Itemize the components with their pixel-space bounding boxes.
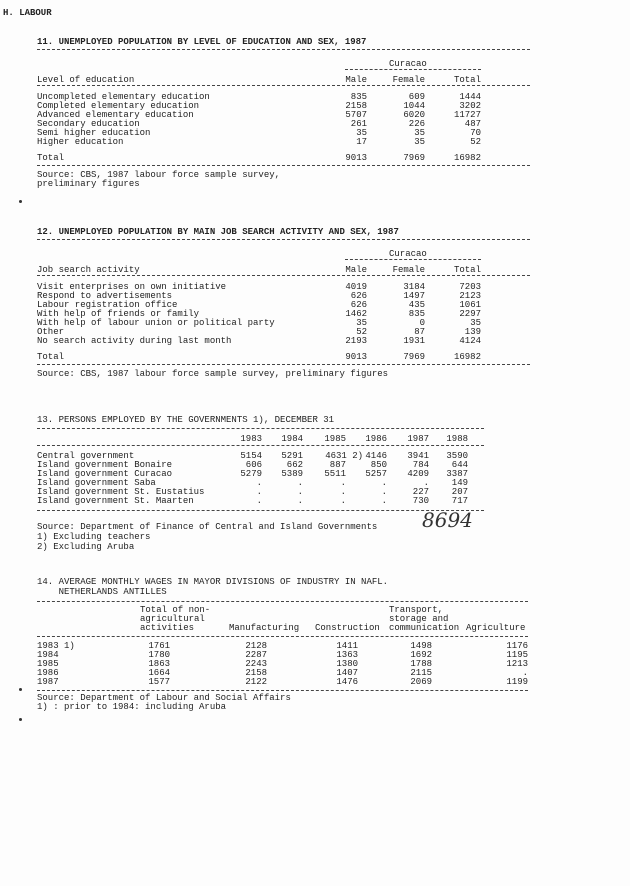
cell-value: 2122 bbox=[245, 677, 267, 687]
cell-value: 11727 bbox=[453, 110, 481, 120]
total-value: 7969 bbox=[403, 352, 425, 362]
cell-value: 2069 bbox=[410, 677, 432, 687]
total-value: 16982 bbox=[453, 352, 481, 362]
row-label: Island government St. Maarten bbox=[37, 496, 194, 506]
row-label: 1987 bbox=[37, 677, 59, 687]
cell-value: . bbox=[297, 478, 303, 488]
cell-value: 609 bbox=[408, 92, 425, 102]
cell-value: 1497 bbox=[403, 291, 425, 301]
section-header: H. LABOUR bbox=[3, 8, 52, 18]
cell-value: . bbox=[297, 487, 303, 497]
row-label: Completed elementary education bbox=[37, 101, 200, 111]
cell-value: 1931 bbox=[403, 336, 425, 346]
punch-mark bbox=[19, 688, 22, 691]
cell-value: 717 bbox=[451, 496, 468, 506]
cell-value: 5257 bbox=[365, 469, 387, 479]
handwritten-note: 8694 bbox=[422, 508, 473, 532]
cell-value: 2115 bbox=[410, 668, 432, 678]
cell-value: 850 bbox=[370, 460, 387, 470]
cell-value: 1498 bbox=[410, 641, 432, 651]
row-label: Other bbox=[37, 327, 65, 337]
cell-value: 626 bbox=[350, 300, 367, 310]
cell-value: . bbox=[256, 496, 262, 506]
column-header: Female bbox=[392, 265, 425, 275]
cell-value: 1664 bbox=[148, 668, 170, 678]
cell-value: 4124 bbox=[459, 336, 481, 346]
cell-value: 487 bbox=[464, 119, 481, 129]
cell-value: 1577 bbox=[148, 677, 170, 687]
cell-value: 70 bbox=[470, 128, 481, 138]
cell-value: 5707 bbox=[345, 110, 367, 120]
column-header: Agriculture bbox=[466, 623, 526, 633]
column-group-header: Curacao bbox=[389, 249, 427, 259]
table-title: 12. UNEMPLOYED POPULATION BY MAIN JOB SEARCH ACTIVITY AND SEX, 1987 bbox=[37, 227, 399, 237]
cell-value: 3202 bbox=[459, 101, 481, 111]
cell-value: 3590 bbox=[446, 451, 468, 461]
row-label: Island government Curacao bbox=[37, 469, 173, 479]
column-header: Male bbox=[345, 75, 367, 85]
cell-value: . bbox=[381, 496, 387, 506]
cell-value: 35 bbox=[470, 318, 481, 328]
cell-value: 1863 bbox=[148, 659, 170, 669]
cell-value: 1761 bbox=[148, 641, 170, 651]
table-title: 14. AVERAGE MONTHLY WAGES IN MAYOR DIVISIONS OF INDUSTRY IN NAFL. bbox=[37, 577, 389, 587]
row-label: 1984 bbox=[37, 650, 59, 660]
cell-value: . bbox=[381, 478, 387, 488]
cell-value: 784 bbox=[412, 460, 429, 470]
cell-value: . bbox=[340, 496, 346, 506]
cell-value: 6020 bbox=[403, 110, 425, 120]
row-label: Respond to advertisements bbox=[37, 291, 173, 301]
row-label: Island government Saba bbox=[37, 478, 156, 488]
source-note: Source: Department of Labour and Social Affairs bbox=[37, 693, 291, 703]
year-header: 1985 bbox=[324, 434, 346, 444]
dashed-rule bbox=[37, 165, 530, 166]
cell-value: 52 bbox=[470, 137, 481, 147]
dashed-rule bbox=[37, 636, 528, 637]
cell-value: 226 bbox=[408, 119, 425, 129]
cell-value: 2243 bbox=[245, 659, 267, 669]
cell-value: 4631 2) bbox=[325, 451, 363, 461]
dashed-rule bbox=[37, 510, 484, 511]
table-title: 13. PERSONS EMPLOYED BY THE GOVERNMENTS 1), DECEMBER 31 bbox=[37, 415, 335, 425]
row-label: 1985 bbox=[37, 659, 59, 669]
cell-value: 1199 bbox=[506, 677, 528, 687]
punch-mark bbox=[19, 200, 22, 203]
cell-value: 2128 bbox=[245, 641, 267, 651]
cell-value: 887 bbox=[329, 460, 346, 470]
dashed-rule bbox=[37, 85, 530, 86]
cell-value: 1195 bbox=[506, 650, 528, 660]
cell-value: . bbox=[256, 478, 262, 488]
source-note: preliminary figures bbox=[37, 179, 140, 189]
column-header: Male bbox=[345, 265, 367, 275]
row-label: Semi higher education bbox=[37, 128, 151, 138]
total-label: Total bbox=[37, 153, 65, 163]
row-label: With help of labour union or political party bbox=[37, 318, 275, 328]
cell-value: . bbox=[256, 487, 262, 497]
row-label: Uncompleted elementary education bbox=[37, 92, 210, 102]
cell-value: . bbox=[423, 478, 429, 488]
cell-value: 2158 bbox=[345, 101, 367, 111]
cell-value: 2297 bbox=[459, 309, 481, 319]
source-note: 1) Excluding teachers bbox=[37, 532, 151, 542]
cell-value: 1213 bbox=[506, 659, 528, 669]
cell-value: 87 bbox=[414, 327, 425, 337]
total-value: 9013 bbox=[345, 153, 367, 163]
cell-value: 1462 bbox=[345, 309, 367, 319]
cell-value: 835 bbox=[350, 92, 367, 102]
cell-value: 1788 bbox=[410, 659, 432, 669]
total-value: 9013 bbox=[345, 352, 367, 362]
column-header: Manufacturing bbox=[229, 623, 300, 633]
dashed-rule bbox=[37, 364, 530, 365]
cell-value: 5511 bbox=[324, 469, 346, 479]
row-label: Labour registration office bbox=[37, 300, 178, 310]
source-note: Source: Department of Finance of Central and Island Governments bbox=[37, 522, 378, 532]
dashed-rule bbox=[345, 69, 481, 70]
cell-value: 35 bbox=[356, 318, 367, 328]
cell-value: 1380 bbox=[336, 659, 358, 669]
column-header: activities bbox=[140, 623, 195, 633]
cell-value: 4019 bbox=[345, 282, 367, 292]
cell-value: 5154 bbox=[240, 451, 262, 461]
row-label: 1986 bbox=[37, 668, 59, 678]
column-header: storage and bbox=[389, 614, 449, 624]
cell-value: 1363 bbox=[336, 650, 358, 660]
total-label: Total bbox=[37, 352, 65, 362]
cell-value: 435 bbox=[408, 300, 425, 310]
total-value: 7969 bbox=[403, 153, 425, 163]
column-group-header: Curacao bbox=[389, 59, 427, 69]
dashed-rule bbox=[37, 239, 530, 240]
source-note: 2) Excluding Aruba bbox=[37, 542, 135, 552]
cell-value: 35 bbox=[356, 128, 367, 138]
cell-value: 1411 bbox=[336, 641, 358, 651]
cell-value: 5279 bbox=[240, 469, 262, 479]
cell-value: 4209 bbox=[407, 469, 429, 479]
source-note: Source: CBS, 1987 labour force sample survey, bbox=[37, 170, 281, 180]
dashed-rule bbox=[37, 275, 530, 276]
source-note: 1) : prior to 1984: including Aruba bbox=[37, 702, 227, 712]
dashed-rule bbox=[37, 49, 530, 50]
cell-value: . bbox=[340, 478, 346, 488]
cell-value: 149 bbox=[451, 478, 468, 488]
column-header: Construction bbox=[315, 623, 380, 633]
cell-value: 1692 bbox=[410, 650, 432, 660]
cell-value: 35 bbox=[414, 128, 425, 138]
row-label: 1983 1) bbox=[37, 641, 75, 651]
column-header: Transport, bbox=[389, 605, 444, 615]
dashed-rule bbox=[37, 601, 528, 602]
cell-value: 52 bbox=[356, 327, 367, 337]
cell-value: 626 bbox=[350, 291, 367, 301]
dashed-rule bbox=[37, 690, 528, 691]
cell-value: . bbox=[381, 487, 387, 497]
cell-value: 4146 bbox=[365, 451, 387, 461]
row-header: Job search activity bbox=[37, 265, 140, 275]
cell-value: 207 bbox=[451, 487, 468, 497]
cell-value: 730 bbox=[412, 496, 429, 506]
column-header: Total bbox=[453, 75, 481, 85]
cell-value: 2287 bbox=[245, 650, 267, 660]
cell-value: 1780 bbox=[148, 650, 170, 660]
source-note: Source: CBS, 1987 labour force sample survey, preliminary figures bbox=[37, 369, 389, 379]
cell-value: 17 bbox=[356, 137, 367, 147]
cell-value: 835 bbox=[408, 309, 425, 319]
row-label: Visit enterprises on own initiative bbox=[37, 282, 227, 292]
year-header: 1983 bbox=[240, 434, 262, 444]
cell-value: 1176 bbox=[506, 641, 528, 651]
row-label: Higher education bbox=[37, 137, 124, 147]
cell-value: 1407 bbox=[336, 668, 358, 678]
cell-value: 606 bbox=[245, 460, 262, 470]
cell-value: 3184 bbox=[403, 282, 425, 292]
column-header: agricultural bbox=[140, 614, 205, 624]
column-header: communication bbox=[389, 623, 460, 633]
cell-value: 1476 bbox=[336, 677, 358, 687]
cell-value: . bbox=[340, 487, 346, 497]
cell-value: 662 bbox=[286, 460, 303, 470]
row-label: Island government Bonaire bbox=[37, 460, 173, 470]
cell-value: 139 bbox=[464, 327, 481, 337]
cell-value: 2193 bbox=[345, 336, 367, 346]
cell-value: 0 bbox=[419, 318, 425, 328]
row-label: Secondary education bbox=[37, 119, 140, 129]
cell-value: 1061 bbox=[459, 300, 481, 310]
year-header: 1984 bbox=[281, 434, 303, 444]
cell-value: 1444 bbox=[459, 92, 481, 102]
row-label: With help of friends or family bbox=[37, 309, 200, 319]
cell-value: 1044 bbox=[403, 101, 425, 111]
year-header: 1987 bbox=[407, 434, 429, 444]
table-title: NETHERLANDS ANTILLES bbox=[37, 587, 167, 597]
cell-value: 35 bbox=[414, 137, 425, 147]
cell-value: 5389 bbox=[281, 469, 303, 479]
cell-value: 5291 bbox=[281, 451, 303, 461]
cell-value: 3941 bbox=[407, 451, 429, 461]
cell-value: 261 bbox=[350, 119, 367, 129]
column-header: Total of non- bbox=[140, 605, 211, 615]
punch-mark bbox=[19, 718, 22, 721]
column-header: Female bbox=[392, 75, 425, 85]
cell-value: 2123 bbox=[459, 291, 481, 301]
row-header: Level of education bbox=[37, 75, 135, 85]
cell-value: 7203 bbox=[459, 282, 481, 292]
year-header: 1988 bbox=[446, 434, 468, 444]
row-label: Advanced elementary education bbox=[37, 110, 194, 120]
row-label: No search activity during last month bbox=[37, 336, 232, 346]
column-header: Total bbox=[453, 265, 481, 275]
dashed-rule bbox=[345, 259, 481, 260]
cell-value: 644 bbox=[451, 460, 468, 470]
cell-value: . bbox=[522, 668, 528, 678]
row-label: Island government St. Eustatius bbox=[37, 487, 205, 497]
table-title: 11. UNEMPLOYED POPULATION BY LEVEL OF EDUCATION AND SEX, 1987 bbox=[37, 37, 367, 47]
cell-value: 3387 bbox=[446, 469, 468, 479]
row-label: Central government bbox=[37, 451, 135, 461]
dashed-rule bbox=[37, 445, 484, 446]
cell-value: 227 bbox=[412, 487, 429, 497]
dashed-rule bbox=[37, 428, 484, 429]
cell-value: . bbox=[297, 496, 303, 506]
year-header: 1986 bbox=[365, 434, 387, 444]
cell-value: 2158 bbox=[245, 668, 267, 678]
total-value: 16982 bbox=[453, 153, 481, 163]
